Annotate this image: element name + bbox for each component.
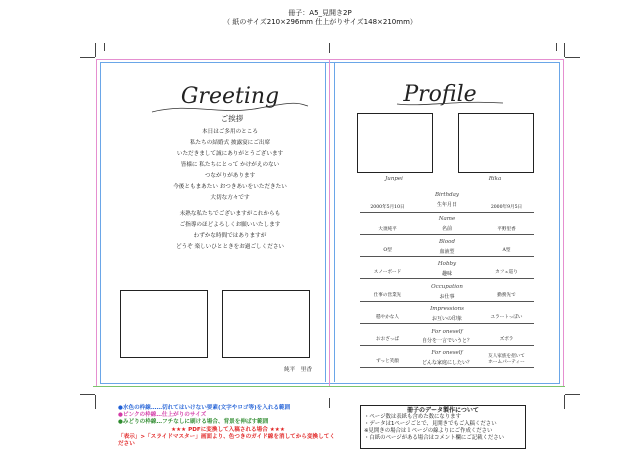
databox-line: ・ページ数は表紙も含めた数になります: [364, 414, 461, 420]
row-right-value: 平野里香: [497, 227, 516, 232]
row-label: 趣味: [441, 271, 452, 277]
row-right-value: 2000年9月5日: [490, 205, 523, 210]
row-left-value: 大須純平: [378, 227, 397, 232]
row-left-value: おおざっぱ: [376, 337, 399, 342]
note-green: ●みどりの枠線…フチなしに刷ける場合、背景を伸ばす範囲: [118, 419, 269, 426]
groom-name-script: Junpei: [385, 176, 403, 182]
row-script-label: For oneself: [431, 329, 463, 335]
row-script-label: Occupation: [431, 284, 463, 290]
row-left-value: 仕事の営業先: [373, 293, 402, 298]
row-left-value: ずっと笑顔: [376, 359, 399, 364]
row-label: お仕事: [439, 294, 455, 300]
note-pdf: ★★★ PDFに変換して入稿される場合 ★★★: [171, 426, 285, 433]
row-left-value: O型: [383, 248, 392, 253]
note-pink: ●ピンクの枠線…仕上がりのサイズ: [118, 412, 207, 419]
greeting-title: Greeting: [180, 84, 280, 109]
photo-frame-right[interactable]: [222, 290, 310, 358]
row-left-value: 穏やかな人: [376, 315, 399, 320]
row-script-label: For oneself: [431, 350, 463, 356]
header-line-2: （ 紙のサイズ210×296mm 仕上がりサイズ148×210mm）: [223, 18, 417, 26]
profile-flourish: [395, 98, 505, 108]
row-label: お互いの印象: [431, 316, 462, 322]
row-script-label: Hobby: [437, 261, 457, 267]
guide-notes: [118, 405, 338, 448]
row-label: 生年月日: [436, 202, 457, 208]
greeting-paragraph-1: 本日はご多用のところ 私たちの結婚式 披露宴にご出席 いただきまして誠にありがとうございます 皆様に 私たちにとって かけがえのない つながりがあります 今後ともまあたい おつきあいをいただきたい 大切な方々です: [173, 129, 287, 201]
bride-name-script: Rika: [488, 176, 502, 182]
row-label: どんな家庭にしたい？: [421, 360, 472, 366]
row-script-label: Birthday: [434, 192, 460, 198]
row-right-value: ユラートっぽい: [490, 315, 523, 320]
databox-line: ※見開きの場合は１ページの線よりにご作成ください: [364, 428, 493, 434]
note-blue: ●水色の枠線……切れてはいけない要素(文字やロゴ等)を入れる範囲: [118, 405, 291, 411]
row-label: 名前: [441, 226, 452, 232]
row-label: 血液型: [439, 249, 455, 255]
databox-line: ・データは1ページごとで、見開きでもご入稿ください: [364, 421, 497, 427]
row-script-label: Name: [438, 216, 456, 222]
note-pdf-2: 「表示」>「スライドマスター」画面より、色つきのガイド線を消してから変換してください: [118, 433, 335, 448]
greeting-paragraph-2: 未熟な私たちでございますがこれからも ご指導のほどよろしくお願いいたします わずかな時間ではありますが どうぞ 楽しいひとときをお過ごしください: [175, 211, 285, 250]
row-label: 自分を一言でいうと？: [421, 338, 472, 344]
row-left-value: 2000年5月10日: [370, 205, 405, 210]
groom-photo-frame[interactable]: [357, 113, 433, 173]
row-script-label: Blood: [439, 239, 455, 245]
row-right-value: 友人家族を招いて ホームパーティー: [488, 354, 525, 365]
row-right-value: A型: [502, 248, 511, 253]
data-production-box: [360, 405, 526, 449]
header-line-1: 冊子：A5_見開き2P: [288, 9, 352, 17]
row-right-value: ズボラ: [499, 337, 514, 342]
row-right-value: 勤務先で: [497, 293, 516, 298]
profile-table: [360, 190, 534, 380]
photo-frame-left[interactable]: [120, 290, 208, 358]
row-script-label: Impressions: [430, 306, 464, 312]
row-left-value: スノーボード: [373, 270, 402, 275]
row-right-value: カフェ巡り: [495, 270, 518, 275]
right-page-safe-edge: [334, 62, 335, 382]
greeting-signature: 純平 里香: [284, 367, 312, 373]
bleed-guide-bottom: [93, 386, 565, 387]
databox-title: 冊子のデータ製作について: [407, 407, 479, 414]
bride-photo-frame[interactable]: [458, 113, 534, 173]
greeting-subtitle: ご挨拶: [220, 114, 244, 123]
databox-line: ・白紙のページがある場合はコメント欄にご記載ください: [364, 435, 505, 441]
profile-title: Profile: [403, 82, 477, 107]
